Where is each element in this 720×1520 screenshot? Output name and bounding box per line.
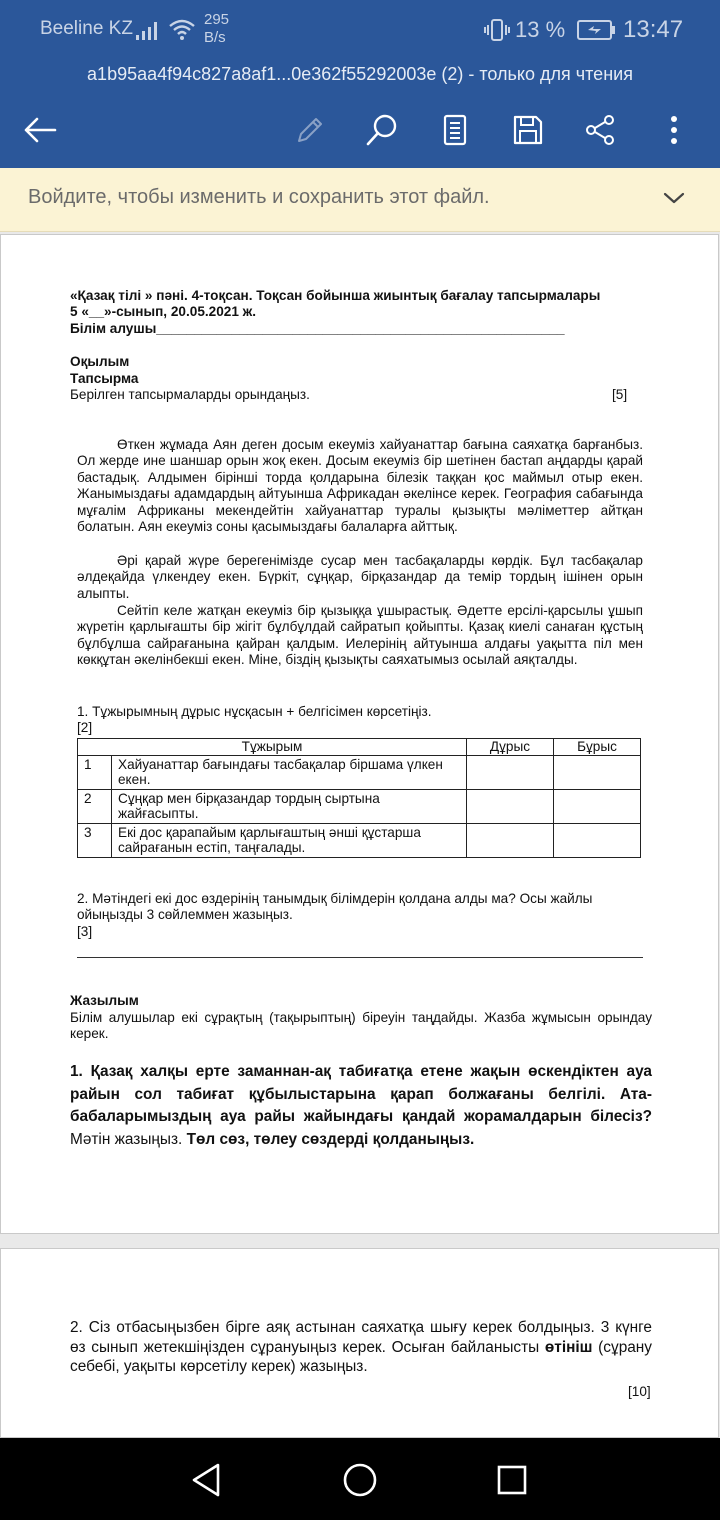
task-points: [5] — [612, 387, 628, 402]
incorrect-cell[interactable] — [554, 755, 641, 789]
table-row — [78, 823, 641, 857]
reading-paragraph-3: Сейтіп келе жатқан екеуміз бір қызыққа ұшырастық. Әдетте ерсілі-қарсылы ұшып жүретін қарлығашты бір жігіт бұлбұлдай сайратып қойыпты. Қазақ киелі санаған құстың бұлбұлша сайрағанына қайран қалдым. Иелерінің айтуынша алдағы уақытта піл мен көкқұтан әкелінбекші екен. Міне, біздің қызықты саяхатымыз осылай аяқталды. — [77, 603, 643, 668]
back-arrow-icon[interactable] — [18, 108, 62, 152]
table-row — [78, 789, 641, 823]
back-triangle-icon[interactable] — [184, 1458, 228, 1502]
table-row — [78, 755, 641, 789]
reading-paragraph-2: Әрі қарай жүре берегенімізде сусар мен тасбақаларды көрдік. Бұл тасбақалар әлдеқайда үлкендеу екен. Бүркіт, сұңқар, бірқазандар да темір тордың ішінен орын алыпты. — [77, 553, 643, 601]
clock: 13:47 — [623, 16, 684, 43]
document-page-2[interactable] — [0, 1248, 719, 1438]
writing-points: [10] — [628, 1384, 651, 1399]
save-icon[interactable] — [506, 108, 550, 152]
statement-text: Екі дос қарапайым қарлығаштың әнші құстарша сайрағанын естіп, таңғалады. — [112, 823, 467, 857]
correct-cell[interactable] — [467, 823, 554, 857]
column-header-incorrect: Бұрыс — [554, 739, 641, 756]
search-icon[interactable] — [360, 108, 404, 152]
section-reading-heading: Оқылым — [70, 354, 130, 369]
task-text: Берілген тапсырмаларды орындаңыз. — [70, 387, 310, 402]
document-page-1[interactable] — [0, 234, 719, 1234]
signal-icon — [135, 21, 161, 41]
question-2-points: [3] — [77, 924, 93, 939]
pen-icon[interactable] — [288, 108, 332, 152]
writing-topic-2: 2. Сіз отбасыңызбен бірге аяқ астынан саяхатқа шығу керек болдыңыз. 3 күнге өз сынып жетекшіңізден сұрануыңыз керек. Осыған байланысты өтініш (сұрану себебі, уақыты көрсетілу керек) жазыңыз. — [70, 1319, 653, 1375]
correct-cell[interactable] — [467, 755, 554, 789]
carrier-name: Beeline KZ — [40, 18, 133, 39]
more-vert-icon[interactable] — [652, 108, 696, 152]
row-number: 2 — [78, 789, 112, 823]
sign-in-banner[interactable] — [0, 168, 720, 232]
question-2: 2. Мәтіндегі екі дос өздерінің танымдық білімдерін қолдана алды ма? Осы жайлы ойыңызды 3 сөйлеммен жазыңыз. — [77, 891, 593, 923]
column-header-correct: Дұрыс — [467, 739, 554, 756]
reading-paragraph-1: Өткен жұмада Аян деген досым екеуміз хайуанаттар бағына саяхатқа барғанбыз. Ол жерде ине шаншар орын жоқ екен. Досым екеуміз бір шетінен бастап аңдарды қарай бастадық. Алдымен бірінші торда қолдарына білезік таққан қос маймыл отыр екен. Жанымыздағы адамдардың айтуынша Африкадан әкелінсе керек. География сабағында мұғалім Африканы мекендейтін хайуанаттар туралы қызықты мәліметтер айтқан болатын. Аян екеуміз соны қасымыздағы балаларға айттық. — [77, 437, 643, 535]
battery-charging-icon — [577, 19, 617, 41]
chevron-down-icon[interactable] — [662, 186, 686, 210]
question-1-points: [2] — [77, 720, 93, 735]
section-writing-heading: Жазылым — [70, 993, 139, 1008]
statement-text: Хайуанаттар бағындағы тасбақалар біршама үлкен екен. — [112, 755, 467, 789]
incorrect-cell[interactable] — [554, 823, 641, 857]
app-toolbar — [0, 92, 720, 168]
statements-table — [77, 738, 641, 858]
writing-topic-1: 1. Қазақ халқы ерте заманнан-ақ табиғатқа етене жақын өскендіктен ауа райын сол табиғат құбылыстарына қарап болжағаны белгілі. Ата-бабаларымыздың ауа райы жайындағы қандай жорамалдарын білесіз? Мәтін жазыңыз. Төл сөз, төлеу сөздерді қолданыңыз. — [70, 1063, 652, 1148]
home-circle-icon[interactable] — [338, 1458, 382, 1502]
share-icon[interactable] — [578, 108, 622, 152]
navigation-bar — [0, 1438, 720, 1520]
incorrect-cell[interactable] — [554, 789, 641, 823]
row-number: 3 — [78, 823, 112, 857]
wifi-icon — [168, 17, 196, 41]
battery-percent: 13 % — [515, 17, 566, 42]
row-number: 1 — [78, 755, 112, 789]
sign-in-message: Войдите, чтобы изменить и сохранить этот файл. — [28, 186, 490, 208]
correct-cell[interactable] — [467, 789, 554, 823]
recents-square-icon[interactable] — [490, 1458, 534, 1502]
answer-line — [77, 957, 643, 958]
task-label: Тапсырма — [70, 371, 139, 386]
network-speed: 295 B/s — [204, 11, 230, 46]
table-header-row — [78, 739, 641, 756]
vibrate-icon — [483, 18, 511, 42]
statement-text: Сұңқар мен бірқазандар тордың сыртына жайғасыпты. — [112, 789, 467, 823]
status-bar — [0, 0, 720, 56]
question-1: 1. Тұжырымның дұрыс нұсқасын + белгісімен көрсетіңіз. — [77, 704, 432, 719]
doc-header: «Қазақ тілі » пәні. 4-тоқсан. Тоқсан бойынша жиынтық бағалау тапсырмалары 5 «__»-сынып, 20.05.2021 ж. Білім алушы______________________________________________________ — [70, 288, 601, 336]
writing-intro: Білім алушылар екі сұрақтың (тақырыптың) біреуін таңдайды. Жазба жұмысын орындау керек. — [70, 1010, 652, 1042]
document-title: a1b95aa4f94c827a8af1...0e362f55292003e (2) - только для чтения — [0, 56, 720, 92]
reading-view-icon[interactable] — [433, 108, 477, 152]
column-header-statement: Тұжырым — [78, 739, 467, 756]
